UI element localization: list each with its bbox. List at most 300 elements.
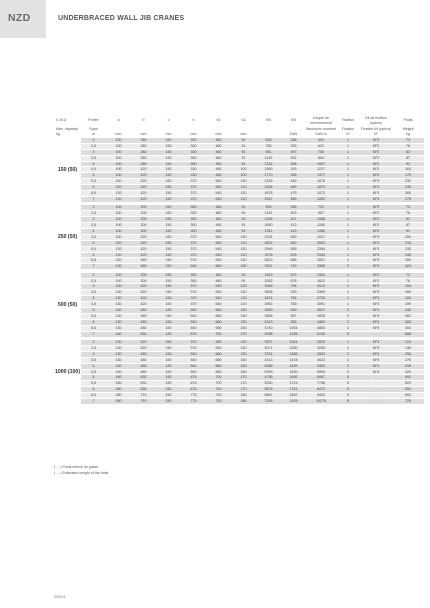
table-cell: 180 (106, 375, 131, 381)
table-cell: 1 (336, 196, 360, 202)
table-cell: 2224 (256, 234, 281, 240)
table-cell: 300 (181, 155, 206, 161)
table-cell: 660 (206, 357, 231, 363)
table-cell: 420 (131, 302, 156, 308)
table-cell: 91 (231, 155, 256, 161)
table-cell: 120 (106, 252, 131, 258)
table-cell: 300 (181, 143, 206, 149)
table-cell: 163 (392, 167, 424, 173)
table-cell: 3 (81, 149, 106, 155)
table-cell: 330 (181, 167, 206, 173)
footnote-fr: ( ... ) Poids enlevé du palan. (54, 465, 99, 469)
table-cell: KF2 (360, 137, 392, 143)
table-cell: 460 (206, 272, 231, 278)
table-cell: 2,5 (81, 143, 106, 149)
table-cell: 957 (281, 313, 306, 319)
table-cell: 775 (181, 393, 206, 399)
table-cell: 460 (206, 217, 231, 223)
table-cell: 949 (281, 308, 306, 314)
table-cell: 4863 (306, 325, 336, 331)
table-cell: KF4 (360, 369, 392, 375)
table-cell: 150 (156, 205, 181, 211)
table-cell: 280 (131, 143, 156, 149)
table-cell: 784 (281, 296, 306, 302)
table-cell: 749 (281, 264, 306, 270)
table-cell: 3005 (256, 290, 281, 296)
specification-table (54, 115, 424, 405)
column-header: Kit de fixation (option) (365, 116, 387, 125)
table-cell: 150 (156, 191, 181, 197)
table-cell: 100 (106, 272, 131, 278)
table-cell: - (360, 399, 392, 405)
table-cell: 150 (156, 302, 181, 308)
column-header: Max. capacity (56, 126, 78, 131)
table-cell: 1 (336, 278, 360, 284)
table-cell: 300 (181, 272, 206, 278)
table-cell: 1480 (306, 228, 336, 234)
table-cell: 3,5 (81, 290, 106, 296)
table-cell: 100 (231, 173, 256, 179)
table-cell: 540 (181, 313, 206, 319)
table-cell: 120 (231, 185, 256, 191)
column-header: DaN.m (315, 132, 327, 136)
table-cell: 460 (206, 143, 231, 149)
table-cell: 6 (81, 387, 106, 393)
table-cell: 3751 (256, 351, 281, 357)
table-cell: 91 (231, 272, 256, 278)
table-cell: 8473 (306, 387, 336, 393)
table-cell: 2369 (306, 290, 336, 296)
table-cell: 420 (131, 185, 156, 191)
table-cell: 2 (81, 137, 106, 143)
table-cell: 1037 (306, 161, 336, 167)
table-cell: 300 (181, 205, 206, 211)
table-cell: 3953 (306, 351, 336, 357)
table-cell: 3613 (256, 258, 281, 264)
table-cell: 3 (81, 351, 106, 357)
table-cell: 5769 (256, 369, 281, 375)
table-cell: 340 (392, 308, 424, 314)
table-cell: 306 (281, 161, 306, 167)
table-cell: 3,5 (81, 155, 106, 161)
table-cell: 120 (106, 196, 131, 202)
table-cell: 130 (106, 369, 131, 375)
page-number: S002/4 (54, 595, 66, 599)
table-cell: 420 (131, 290, 156, 296)
table-cell: 666 (392, 331, 424, 337)
column-header: c (167, 118, 170, 123)
table-cell: 280 (131, 155, 156, 161)
table-cell: 1088 (306, 217, 336, 223)
table-cell: 1456 (281, 351, 306, 357)
table-cell: 540 (206, 258, 231, 264)
table-cell: 907 (306, 211, 336, 217)
table-cell: 420 (131, 345, 156, 351)
table-cell: 460 (206, 222, 231, 228)
table-cell: 150 (156, 357, 181, 363)
table-cell: 150 (156, 258, 181, 264)
table-cell: 540 (206, 284, 231, 290)
table-cell: 1 (336, 240, 360, 246)
table-cell: 2408 (256, 185, 281, 191)
table-cell: 91 (231, 228, 256, 234)
table-cell: 4 (81, 296, 106, 302)
table-cell: 4460 (306, 319, 336, 325)
table-cell: 2 (336, 363, 360, 369)
table-cell: KF4 (360, 351, 392, 357)
table-cell: 1 (336, 339, 360, 345)
column-header: mm (190, 132, 197, 136)
table-cell: 150 (156, 399, 181, 405)
table-cell: 1 (336, 296, 360, 302)
table-cell: 540 (181, 357, 206, 363)
table-cell: 2013 (306, 284, 336, 290)
table-cell: 525 (281, 234, 306, 240)
table-cell: 300 (131, 272, 156, 278)
table-cell: 700 (206, 381, 231, 387)
table-cell: 2 (336, 319, 360, 325)
table-cell: 1478 (281, 357, 306, 363)
table-cell: 120 (231, 234, 256, 240)
table-cell: - (360, 387, 392, 393)
table-cell: 100 (106, 205, 131, 211)
table-cell: 120 (231, 191, 256, 197)
table-cell: 1629 (256, 272, 281, 278)
table-cell: KF3 (360, 196, 392, 202)
table-cell: 150 (156, 375, 181, 381)
table-cell: 124 (392, 339, 424, 345)
table-cell: 100 (106, 137, 131, 143)
table-cell: 280 (131, 161, 156, 167)
table-cell: 91 (231, 211, 256, 217)
table-cell: KF2 (360, 228, 392, 234)
table-cell: 675 (181, 375, 206, 381)
table-cell: 420 (131, 284, 156, 290)
table-cell: 469 (281, 185, 306, 191)
table-cell: 120 (231, 302, 256, 308)
page-title: UNDERBRACED WALL JIB CRANES (58, 15, 185, 22)
table-cell: 894 (306, 155, 336, 161)
table-cell: 540 (181, 264, 206, 270)
table-cell: 700 (206, 387, 231, 393)
table-cell: 951 (256, 149, 281, 155)
table-cell: 300 (181, 149, 206, 155)
table-cell: 1 (336, 211, 360, 217)
table-cell: 1142 (256, 211, 281, 217)
table-cell: 2 (336, 313, 360, 319)
table-cell: 420 (131, 246, 156, 252)
table-cell: 130 (106, 302, 131, 308)
table-cell: 230 (392, 246, 424, 252)
table-cell: 1 (336, 173, 360, 179)
table-cell: KF3 (360, 345, 392, 351)
capacity-group-label: 250 (50) (54, 205, 81, 270)
table-cell: 150 (156, 308, 181, 314)
table-cell: 420 (131, 252, 156, 258)
table-cell: 150 (231, 363, 256, 369)
table-cell: 6,5 (81, 258, 106, 264)
table-cell: 150 (156, 339, 181, 345)
table-cell: 150 (156, 345, 181, 351)
table-cell: 2153 (256, 179, 281, 185)
table-cell: 302 (281, 155, 306, 161)
table-cell: 100 (231, 167, 256, 173)
table-cell: 4795 (256, 375, 281, 381)
table-cell: 300 (181, 137, 206, 143)
table-cell: 555 (281, 246, 306, 252)
table-cell: 2 (81, 339, 106, 345)
table-cell: 489 (281, 196, 306, 202)
table-cell: 460 (206, 211, 231, 217)
table-cell: 523 (392, 381, 424, 387)
table-header (54, 115, 424, 137)
table-cell: 554 (392, 387, 424, 393)
table-cell: 5 (336, 331, 360, 337)
table-cell: KF4 (360, 319, 392, 325)
table-cell: 5 (81, 375, 106, 381)
table-cell: 150 (156, 369, 181, 375)
table-cell: 3,5 (81, 357, 106, 363)
table-cell: 320 (392, 369, 424, 375)
table-cell: 396 (281, 205, 306, 211)
table-cell: 1622 (306, 278, 336, 284)
table-cell: 370 (181, 296, 206, 302)
table-cell: 3255 (306, 345, 336, 351)
table-cell: 540 (206, 252, 231, 258)
table-cell: 370 (181, 234, 206, 240)
column-header: KN (266, 118, 271, 123)
table-cell: 616 (256, 137, 281, 143)
table-cell: 480 (131, 325, 156, 331)
table-cell: 675 (181, 387, 206, 393)
table-cell: 120 (106, 191, 131, 197)
table-cell: KF3 (360, 240, 392, 246)
table-cell: 100 (106, 173, 131, 179)
table-cell: 460 (206, 167, 231, 173)
table-cell: 100 (106, 167, 131, 173)
table-cell: 150 (231, 369, 256, 375)
table-cell: 540 (206, 302, 231, 308)
table-cell: KF3 (360, 252, 392, 258)
table-cell: 150 (156, 179, 181, 185)
table-cell: KF3 (360, 234, 392, 240)
table-cell: 7 (81, 196, 106, 202)
column-header: a (117, 118, 120, 123)
table-cell: 2998 (256, 331, 281, 337)
table-cell: 150 (156, 313, 181, 319)
table-cell: 492 (392, 375, 424, 381)
table-cell: 1917 (306, 234, 336, 240)
table-cell: 1 (336, 272, 360, 278)
table-cell: 370 (181, 339, 206, 345)
table-cell: 660 (206, 319, 231, 325)
table-cell: 130 (106, 264, 131, 270)
table-cell: 412 (281, 222, 306, 228)
column-header: h (192, 118, 195, 123)
table-cell: 2949 (256, 246, 281, 252)
table-cell: 3896 (256, 313, 281, 319)
table-cell: 5 (336, 387, 360, 393)
table-cell: 150 (156, 196, 181, 202)
table-cell: 100 (106, 149, 131, 155)
table-cell: 100 (106, 155, 131, 161)
table-cell: 1 (336, 290, 360, 296)
table-cell: 5 (336, 381, 360, 387)
column-header: mm (165, 132, 172, 136)
table-cell: KF3 (360, 339, 392, 345)
column-header: mm (240, 132, 247, 136)
table-cell: 184 (392, 296, 424, 302)
table-cell: 91 (231, 278, 256, 284)
table-cell: 4623 (306, 357, 336, 363)
table-cell: 540 (206, 296, 231, 302)
table-cell: 5745 (306, 331, 336, 337)
table-cell: 130 (106, 290, 131, 296)
table-cell: 1892 (281, 393, 306, 399)
table-cell: 150 (231, 313, 256, 319)
table-cell: 150 (231, 351, 256, 357)
table-cell: 404 (392, 325, 424, 331)
column-header: kg (406, 132, 410, 136)
table-cell: 2801 (306, 258, 336, 264)
table-cell: 1 (336, 284, 360, 290)
table-cell: 130 (106, 345, 131, 351)
table-cell: 407 (281, 217, 306, 223)
table-cell: 420 (131, 179, 156, 185)
column-header: m (92, 132, 95, 136)
table-cell: 1569 (256, 167, 281, 173)
column-header: mm (215, 132, 222, 136)
table-cell: 150 (156, 222, 181, 228)
table-cell: 5 (81, 240, 106, 246)
table-cell: 300 (131, 211, 156, 217)
table-cell: 403 (281, 211, 306, 217)
table-cell: 2632 (256, 240, 281, 246)
table-cell: 300 (131, 222, 156, 228)
table-cell: 630 (131, 331, 156, 337)
table-cell: 293 (281, 143, 306, 149)
header-row-labels (54, 115, 424, 126)
table-cell: 540 (206, 185, 231, 191)
table-cell: 91 (231, 143, 256, 149)
table-cell: 91 (231, 205, 256, 211)
table-cell: 785 (256, 143, 281, 149)
table-cell: 4026 (306, 313, 336, 319)
table-row (54, 399, 424, 405)
table-cell: 73 (392, 137, 424, 143)
table-cell: 540 (206, 339, 231, 345)
table-cell: 3365 (306, 264, 336, 270)
table-cell: 540 (181, 319, 206, 325)
table-cell: KF2 (360, 205, 392, 211)
table-cell: KF2 (360, 155, 392, 161)
column-header: N° (373, 132, 379, 136)
table-cell: 480 (131, 313, 156, 319)
table-cell: 1004 (281, 325, 306, 331)
table-cell: 130 (106, 325, 131, 331)
table-cell: 120 (106, 246, 131, 252)
table-cell: 1280 (306, 222, 336, 228)
table-cell: 660 (206, 369, 231, 375)
table-cell: 578 (281, 252, 306, 258)
table-cell: 416 (281, 228, 306, 234)
column-header: h1 (216, 118, 221, 123)
table-cell: KF4 (360, 313, 392, 319)
table-cell: 87 (392, 155, 424, 161)
table-cell: 150 (156, 240, 181, 246)
table-cell: 5330 (256, 381, 281, 387)
table-cell: 3276 (256, 252, 281, 258)
table-cell: 700 (206, 375, 231, 381)
table-cell: 5,5 (81, 381, 106, 387)
table-cell: KF3 (360, 258, 392, 264)
column-header: KN (291, 118, 296, 123)
table-cell: 130 (106, 319, 131, 325)
table-cell: 73 (392, 205, 424, 211)
table-cell: KF2 (360, 173, 392, 179)
table-cell: 3 (81, 217, 106, 223)
table-cell: 100 (106, 211, 131, 217)
table-cell: 6 (81, 252, 106, 258)
table-cell: 150 (156, 161, 181, 167)
table-cell: 660 (206, 363, 231, 369)
table-cell: 4,5 (81, 302, 106, 308)
table-cell: 82 (392, 217, 424, 223)
table-cell: 370 (181, 196, 206, 202)
table-cell: 9443 (306, 393, 336, 399)
table-cell: 1520 (281, 369, 306, 375)
table-cell: 460 (206, 161, 231, 167)
column-header: b (142, 118, 145, 123)
table-cell: 6 (81, 185, 106, 191)
table-cell: 1330 (281, 345, 306, 351)
table-body (54, 137, 424, 404)
table-cell: 199 (392, 302, 424, 308)
table-cell: 180 (106, 387, 131, 393)
table-cell: 2 (81, 272, 106, 278)
table-cell: 150 (156, 173, 181, 179)
table-cell: 150 (156, 143, 181, 149)
table-cell: 278 (392, 357, 424, 363)
table-cell: 370 (181, 185, 206, 191)
table-cell: 2947 (256, 196, 281, 202)
table-cell: 2072 (306, 191, 336, 197)
table-cell: 1 (336, 302, 360, 308)
table-cell: 675 (181, 331, 206, 337)
table-cell: 5 (336, 375, 360, 381)
table-cell: 180 (231, 393, 256, 399)
table-cell: 300 (131, 217, 156, 223)
table-cell: 120 (106, 240, 131, 246)
table-cell: 200 (392, 234, 424, 240)
table-cell: 420 (131, 339, 156, 345)
table-cell: 4740 (256, 325, 281, 331)
table-cell: 480 (131, 351, 156, 357)
table-cell: 2052 (256, 278, 281, 284)
column-header: kg (56, 132, 60, 137)
table-cell: 660 (206, 351, 231, 357)
table-cell: 300 (181, 161, 206, 167)
table-cell: 2675 (256, 191, 281, 197)
specification-table-wrap (54, 115, 414, 405)
table-cell: 4,5 (81, 167, 106, 173)
table-cell: 150 (156, 290, 181, 296)
table-cell: 170 (231, 387, 256, 393)
table-cell: 7 (81, 399, 106, 405)
table-cell: 540 (181, 369, 206, 375)
table-cell: 3,5 (81, 222, 106, 228)
table-cell: KF2 (360, 167, 392, 173)
